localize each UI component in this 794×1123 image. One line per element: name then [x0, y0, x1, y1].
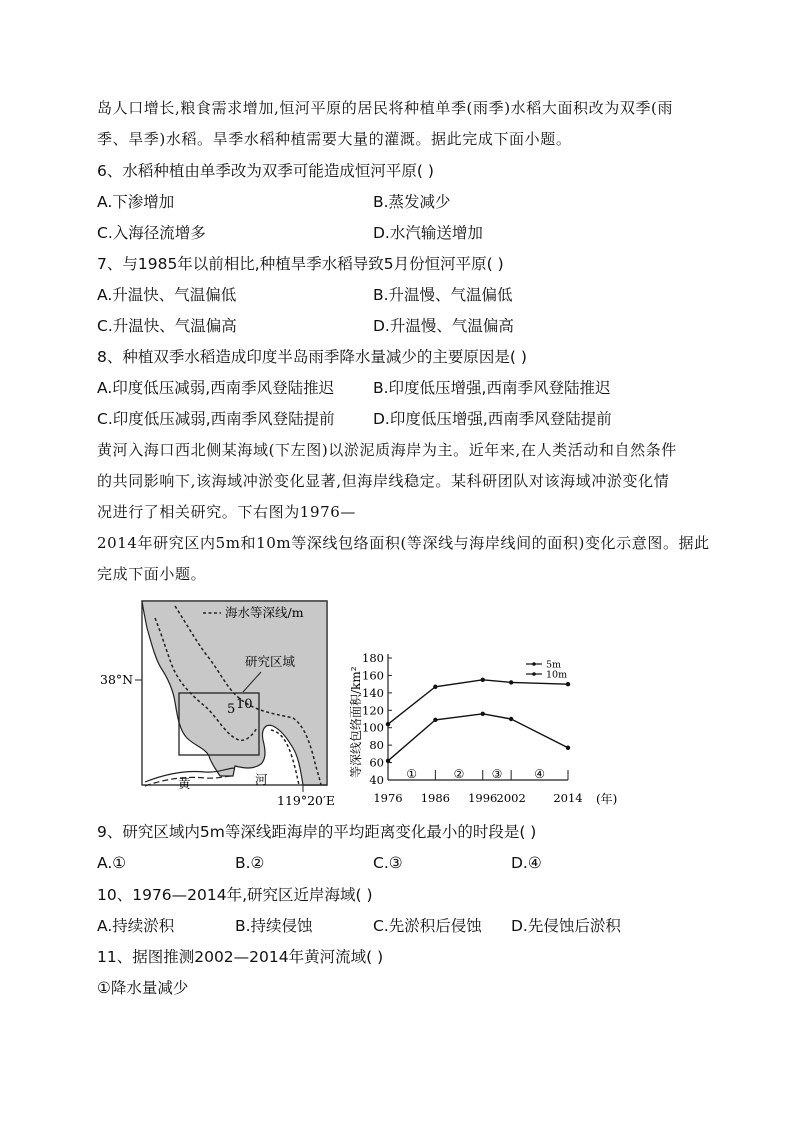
x-tick-label: 2002 [496, 791, 526, 805]
y-tick-label: 100 [362, 720, 384, 735]
chart-x-unit: (年) [596, 792, 618, 806]
lat-label: 38°N [100, 672, 134, 687]
x-tick-label: 1996 [468, 791, 498, 805]
q9-stem: 9、研究区域内5m等深线距海岸的平均距离变化最小的时段是( ) [97, 823, 537, 841]
q9-option-d: D.④ [511, 854, 542, 872]
series-line-10m [388, 680, 568, 724]
q6-option-d: D.水汽输送增加 [373, 224, 483, 242]
intro2-line4: 2014年研究区内5m和10m等深线包络面积(等深线与海岸线间的面积)变化示意图。据此 [97, 534, 710, 552]
intro2-line2: 的共同影响下,该海域冲淤变化显著,但海岸线稳定。某科研团队对该海域冲淤变化情 [97, 472, 670, 490]
q8-option-b: B.印度低压增强,西南季风登陆推迟 [373, 379, 611, 397]
q10-option-c: C.先淤积后侵蚀 [373, 917, 482, 935]
legend-marker-10m [532, 672, 536, 676]
data-point-5m [566, 746, 570, 750]
q7-stem: 7、与1985年以前相比,种植旱季水稻导致5月份恒河平原( ) [97, 255, 504, 273]
q8-stem: 8、种植双季水稻造成印度半岛雨季降水量减少的主要原因是( ) [97, 348, 527, 366]
x-tick-label: 2014 [553, 791, 583, 805]
intro2-line3: 况进行了相关研究。下右图为1976— [97, 503, 356, 521]
legend-marker-5m [532, 662, 536, 666]
q11-stem: 11、据图推测2002—2014年黄河流域( ) [97, 948, 384, 966]
q9-option-b: B.② [235, 854, 265, 872]
q10-option-d: D.先侵蚀后淤积 [511, 917, 621, 935]
q11-option-1: ①降水量减少 [97, 979, 189, 997]
intro1-line2: 季、旱季)水稻。旱季水稻种植需要大量的灌溉。据此完成下面小题。 [97, 130, 572, 148]
y-tick-label: 160 [362, 668, 384, 683]
q7-option-c: C.升温快、气温偏高 [97, 317, 237, 335]
data-point-10m [509, 680, 513, 684]
data-point-10m [433, 685, 437, 689]
legend-label-5m: 5m [546, 659, 562, 671]
data-point-5m [386, 759, 390, 763]
y-tick-label: 40 [369, 773, 384, 787]
chart-y-label: 等深线包络面积/km² [349, 666, 363, 778]
contour-5-label: 5 [227, 702, 236, 717]
period-label: ③ [491, 767, 503, 781]
q6-option-b: B.蒸发减少 [373, 193, 451, 211]
y-tick-label: 80 [369, 738, 384, 753]
q8-option-a: A.印度低压减弱,西南季风登陆推迟 [97, 379, 335, 397]
data-point-10m [386, 722, 390, 726]
river-label-huang: 黄 [178, 776, 191, 791]
study-region-label: 研究区域 [245, 654, 296, 669]
q6-option-c: C.入海径流增多 [97, 224, 206, 242]
intro2-line5: 完成下面小题。 [97, 565, 207, 583]
data-point-5m [481, 712, 485, 716]
map-legend-label: 海水等深线/m [225, 605, 304, 620]
x-tick-label: 1986 [420, 791, 451, 805]
series-line-5m [388, 714, 568, 761]
data-point-10m [481, 678, 485, 682]
q6-stem: 6、水稻种植由单季改为双季可能造成恒河平原( ) [97, 162, 434, 180]
q7-option-a: A.升温快、气温偏低 [97, 286, 237, 304]
intro1-line1: 岛人口增长,粮食需求增加,恒河平原的居民将种植单季(雨季)水稻大面积改为双季(雨 [97, 99, 674, 117]
q10-stem: 10、1976—2014年,研究区近岸海域( ) [97, 886, 373, 904]
period-label: ② [453, 767, 465, 781]
q9-option-a: A.① [97, 854, 127, 872]
y-tick-label: 120 [362, 703, 384, 718]
lon-label: 119°20′E [277, 793, 335, 808]
q10-option-b: B.持续侵蚀 [235, 917, 313, 935]
y-tick-label: 140 [362, 685, 384, 700]
contour-10-label: 10 [236, 697, 253, 712]
q7-option-d: D.升温慢、气温偏高 [373, 317, 514, 335]
data-point-5m [509, 717, 513, 721]
intro2-line1: 黄河入海口西北侧某海域(下左图)以淤泥质海岸为主。近年来,在人类活动和自然条件 [97, 441, 677, 459]
q7-option-b: B.升温慢、气温偏低 [373, 286, 513, 304]
period-label: ① [406, 767, 418, 781]
x-tick-label: 1976 [373, 791, 403, 805]
q8-option-c: C.印度低压减弱,西南季风登陆提前 [97, 410, 335, 428]
q8-option-d: D.印度低压增强,西南季风登陆提前 [373, 410, 612, 428]
q9-option-c: C.③ [373, 854, 403, 872]
area-change-chart [342, 650, 618, 810]
legend-label-10m: 10m [546, 669, 568, 681]
y-tick-label: 180 [362, 651, 384, 665]
data-point-5m [433, 718, 437, 722]
study-area-map [100, 598, 355, 808]
period-label: ④ [534, 767, 545, 781]
q10-option-a: A.持续淤积 [97, 917, 175, 935]
q6-option-a: A.下渗增加 [97, 193, 175, 211]
y-tick-label: 60 [369, 755, 384, 770]
data-point-10m [566, 682, 570, 686]
river-label-he: 河 [255, 772, 268, 787]
